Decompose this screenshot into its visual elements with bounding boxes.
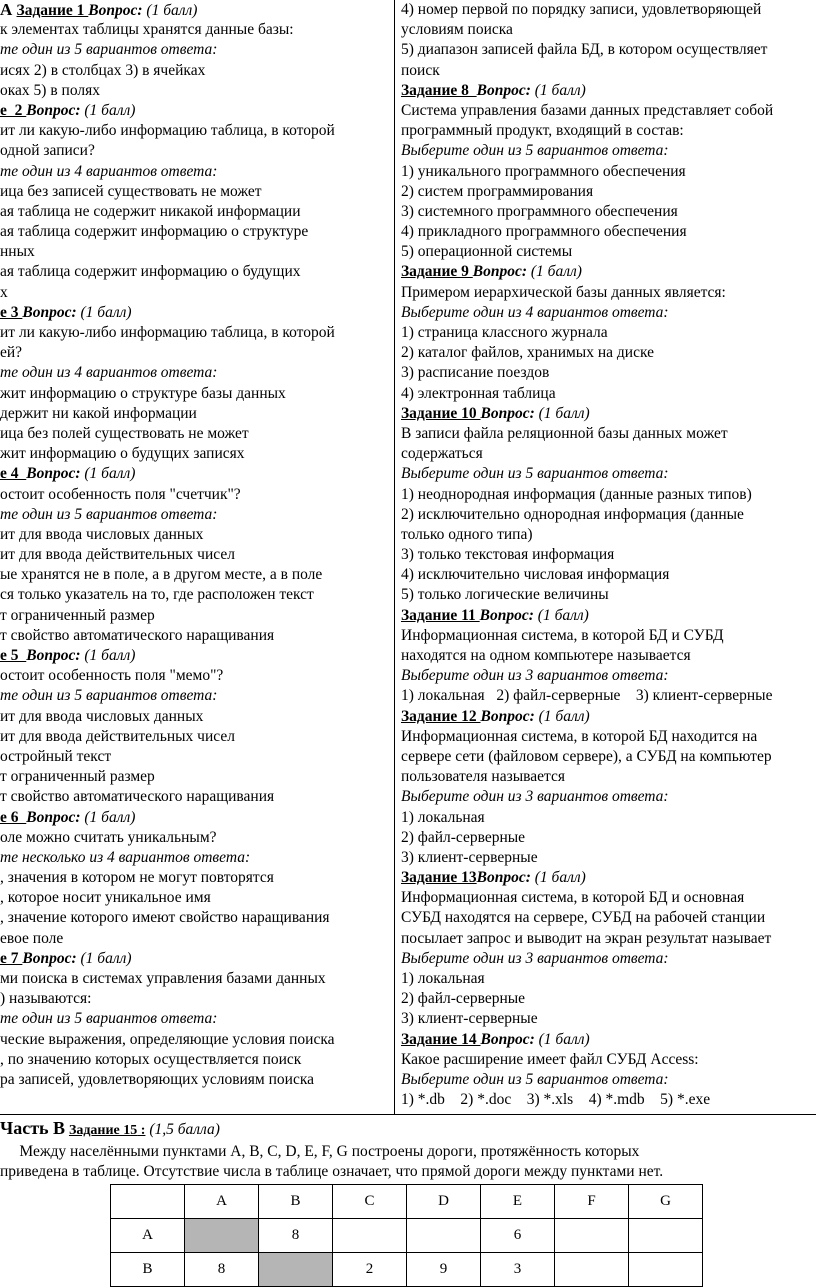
section-divider [0, 1114, 816, 1115]
text-line [0, 121, 392, 141]
text-line [401, 323, 816, 343]
distance-cell: 6 [481, 1219, 555, 1253]
text-segment: е 7 [0, 949, 23, 967]
text-line [401, 929, 816, 949]
distance-cell: 2 [333, 1253, 407, 1287]
text-line [0, 464, 392, 484]
text-segment: (1 балл) [80, 101, 136, 119]
text-segment: сервере сети (файловом сервере), а СУБД на компьютер [401, 747, 772, 765]
text-segment: (1 балл) [534, 1030, 590, 1048]
text-line [401, 0, 816, 20]
text-segment: ) называются: [0, 990, 92, 1008]
text-segment: Какое расширение имеет файл СУБД Access: [401, 1050, 699, 1068]
text-line [401, 525, 816, 545]
text-line [0, 40, 392, 60]
table-row [111, 1253, 703, 1287]
text-segment: остоит особенность поля "счетчик"? [0, 485, 241, 503]
text-segment: Вопрос: [476, 869, 531, 887]
text-segment: (1 балл) [76, 949, 132, 967]
text-line [0, 1009, 392, 1029]
text-line [0, 707, 392, 727]
text-segment: 1) локальная [401, 970, 485, 987]
text-segment: 1) страница классного журнала [401, 324, 608, 341]
text-segment: (1 балл) [142, 2, 198, 19]
text-line [0, 969, 392, 989]
text-segment: жит информацию о будущих записях [0, 445, 245, 463]
text-segment: Задание 11 [401, 606, 480, 624]
text-segment: евое поле [0, 929, 64, 947]
text-line [0, 646, 392, 666]
text-line [0, 323, 392, 343]
text-segment: Задание 13 [401, 869, 477, 887]
text-segment: Информационная система, в которой БД находится на [401, 727, 758, 745]
text-line [0, 202, 392, 222]
task-15-label: Задание 15 [68, 1123, 138, 1138]
text-segment: только одного типа) [401, 525, 533, 543]
text-segment: Система управления базами данных представляет собой [401, 101, 774, 119]
text-line [401, 828, 816, 848]
distance-cell: 8 [259, 1219, 333, 1253]
text-line [0, 989, 392, 1009]
text-segment: Вопрос: [26, 465, 81, 483]
text-line [0, 848, 392, 868]
text-segment: 3) системного программного обеспечения [401, 202, 678, 220]
text-segment: 2) каталог файлов, хранимых на диске [401, 344, 654, 362]
text-segment: ческие выражения, определяющие условия поиска [0, 1030, 335, 1048]
text-line [401, 505, 816, 525]
text-line [401, 20, 816, 40]
text-line [401, 626, 816, 646]
task-15-suffix: : [137, 1123, 146, 1138]
text-segment: те несколько из 4 вариантов ответа: [0, 848, 251, 866]
text-line [0, 727, 392, 747]
text-segment: содержаться [401, 445, 483, 463]
text-line [401, 808, 816, 828]
text-line [0, 283, 392, 303]
text-line [0, 141, 392, 161]
text-segment: (1 балл) [80, 647, 136, 664]
text-line [0, 545, 392, 565]
text-line [401, 202, 816, 222]
text-line [401, 121, 816, 141]
text-line [0, 1070, 392, 1090]
text-segment: Выберите один из 3 вариантов ответа: [401, 667, 669, 685]
text-segment: (1 балл) [80, 465, 136, 483]
text-segment: (1 балл) [80, 808, 136, 826]
text-segment: 5) только логические величины [401, 586, 609, 604]
text-segment: Выберите один из 3 вариантов ответа: [401, 788, 669, 806]
text-line [401, 707, 816, 727]
text-segment: ит для ввода действительных чисел [0, 727, 235, 745]
text-line [401, 1009, 816, 1029]
text-segment: (1 балл) [534, 707, 590, 725]
text-segment: , значение которого имеют свойство наращивания [0, 909, 330, 927]
text-line [401, 343, 816, 363]
text-segment: (1 балл) [527, 263, 582, 281]
distance-cell [259, 1253, 333, 1287]
text-line [401, 787, 816, 807]
text-line [401, 908, 816, 928]
text-segment: т ограниченный размер [0, 768, 155, 786]
text-line [401, 727, 816, 747]
distance-cell [629, 1219, 703, 1253]
text-line [0, 525, 392, 545]
distance-cell [629, 1253, 703, 1287]
text-line [401, 424, 816, 444]
text-line [0, 303, 392, 323]
text-segment: , значения в котором не могут повторятся [0, 869, 274, 887]
text-line [0, 101, 392, 121]
table-row [111, 1219, 703, 1253]
text-segment: Информационная система, в которой БД и основная [401, 889, 745, 907]
text-segment: те один из 5 вариантов ответа: [0, 687, 218, 705]
text-segment: те один из 5 вариантов ответа: [0, 505, 218, 523]
text-line [401, 666, 816, 686]
text-segment: Вопрос: [26, 808, 81, 826]
text-segment: (1 балл) [534, 404, 590, 422]
text-line [0, 606, 392, 626]
part-b-heading [0, 1118, 816, 1142]
text-line [401, 686, 816, 706]
text-segment: Задание 12 [401, 707, 481, 725]
text-segment: Вопрос: [472, 263, 528, 281]
text-line [401, 606, 816, 626]
distance-cell: 8 [185, 1253, 259, 1287]
text-line [401, 444, 816, 464]
text-segment: те один из 5 вариантов ответа: [0, 1010, 218, 1028]
text-segment: ит для ввода действительных чисел [0, 546, 235, 564]
text-segment: Выберите один из 5 вариантов ответа: [401, 142, 669, 160]
text-segment: 2) файл-серверные [401, 828, 526, 846]
header-cell: E [481, 1185, 555, 1219]
text-line [401, 162, 816, 182]
text-segment: 5) диапазон записей файла БД, в котором осуществляет [401, 41, 768, 59]
text-segment: те один из 4 вариантов ответа: [0, 364, 218, 382]
text-segment: ая таблица не содержит никакой информации [0, 202, 301, 220]
text-line [0, 61, 392, 81]
text-segment: ые хранятся не в поле, а в другом месте, а в поле [0, 566, 323, 584]
text-segment: 1) уникального программного обеспечения [401, 162, 686, 180]
text-segment: программный продукт, входящий в состав: [401, 122, 684, 140]
distance-cell [185, 1219, 259, 1253]
text-segment: Примером иерархической базы данных является: [401, 283, 726, 301]
text-line [0, 424, 392, 444]
part-b-title: Часть В [0, 1118, 66, 1138]
text-segment: ся только указатель на то, где расположен текст [0, 586, 314, 604]
row-label-cell: B [111, 1253, 185, 1287]
text-segment: остоит особенность поля "мемо"? [0, 667, 224, 685]
text-line [0, 929, 392, 949]
header-cell: F [555, 1185, 629, 1219]
text-segment: В записи файла реляционной базы данных может [401, 424, 728, 442]
text-segment: 3) клиент-серверные [401, 1010, 538, 1028]
text-line [401, 485, 816, 505]
text-segment: т свойство автоматического наращивания [0, 788, 275, 806]
text-line [0, 485, 392, 505]
distance-cell [333, 1219, 407, 1253]
text-line [401, 868, 816, 888]
text-segment: ица без полей существовать не может [0, 424, 249, 442]
text-segment: ми поиска в системах управления базами данных [0, 970, 326, 987]
text-segment: х [0, 283, 8, 301]
text-line [401, 303, 816, 323]
text-line [0, 242, 392, 262]
text-segment: остройный текст [0, 747, 112, 765]
text-segment: (1 балл) [76, 303, 132, 321]
text-segment: 4) номер первой по порядку записи, удовлетворяющей [401, 1, 762, 18]
text-line [0, 666, 392, 686]
text-segment: ица без записей существовать не может [0, 182, 262, 200]
text-segment: Вопрос: [22, 949, 77, 967]
text-line [0, 787, 392, 807]
text-line [401, 283, 816, 303]
text-line [401, 101, 816, 121]
text-segment: жит информацию о структуре базы данных [0, 384, 286, 402]
text-segment: поиск [401, 61, 440, 79]
text-segment: 4) исключительно числовая информация [401, 566, 670, 584]
text-segment: Выберите один из 3 вариантов ответа: [401, 949, 669, 967]
text-line [0, 828, 392, 848]
text-segment: 2) систем программирования [401, 182, 594, 200]
text-segment: , которое носит уникальное имя [0, 889, 211, 907]
text-line [0, 363, 392, 383]
text-line [401, 747, 816, 767]
text-segment: е 2 [0, 101, 27, 119]
text-line [0, 1030, 392, 1050]
right-column [401, 0, 816, 1110]
text-segment: Задание 1 [16, 2, 89, 19]
text-line [401, 81, 816, 101]
text-line [0, 162, 392, 182]
text-segment: Вопрос: [26, 101, 81, 119]
text-line [0, 1050, 392, 1070]
text-line [401, 848, 816, 868]
text-segment: ит ли какую-либо информацию таблица, в которой [0, 122, 335, 140]
text-line [0, 444, 392, 464]
text-line [0, 384, 392, 404]
text-line [0, 222, 392, 242]
text-line [401, 989, 816, 1009]
text-line [0, 808, 392, 828]
text-segment: (1 балл) [530, 869, 586, 887]
text-segment: ит для ввода числовых данных [0, 707, 204, 725]
text-segment: оле можно считать уникальным? [0, 828, 217, 846]
text-segment: Задание 9 [401, 263, 473, 281]
text-segment: ра записей, удовлетворяющих условиям поиска [0, 1070, 315, 1088]
text-line [401, 888, 816, 908]
text-segment: Выберите один из 5 вариантов ответа: [401, 465, 669, 483]
text-segment: 2) исключительно однородная информация (данные [401, 505, 744, 523]
text-segment: Вопрос: [480, 404, 535, 422]
text-segment: оках 5) в полях [0, 81, 100, 99]
text-segment: 3) клиент-серверные [401, 848, 538, 866]
text-segment: СУБД находятся на сервере, СУБД на рабочей станции [401, 909, 766, 927]
text-segment: 1) неоднородная информация (данные разных типов) [401, 485, 752, 503]
text-segment: А [0, 0, 17, 19]
text-segment: 2) файл-серверные [401, 990, 526, 1008]
text-segment: ей? [0, 344, 23, 362]
header-cell: G [629, 1185, 703, 1219]
text-segment: держит ни какой информации [0, 404, 197, 422]
text-segment: 3) расписание поездов [401, 364, 550, 382]
text-segment: Вопрос: [26, 647, 81, 664]
text-segment: Выберите один из 5 вариантов ответа: [401, 1070, 669, 1088]
text-segment: Вопрос: [476, 81, 531, 99]
text-segment: Вопрос: [480, 707, 535, 725]
text-segment: находятся на одном компьютере называется [401, 647, 691, 664]
text-line [0, 565, 392, 585]
text-segment: одной записи? [0, 142, 95, 160]
text-segment: те один из 4 вариантов ответа: [0, 162, 218, 180]
text-segment: к элементах таблицы хранятся данные базы: [0, 21, 294, 39]
text-line [401, 949, 816, 969]
text-segment: Вопрос: [88, 2, 143, 19]
header-cell: D [407, 1185, 481, 1219]
text-line [401, 1030, 816, 1050]
text-segment: 5) операционной системы [401, 243, 573, 261]
text-line [401, 61, 816, 81]
text-segment: 1) локальная [401, 808, 485, 826]
text-line [401, 404, 816, 424]
text-segment: Вопрос: [479, 606, 534, 624]
text-line [401, 585, 816, 605]
distance-cell: 9 [407, 1253, 481, 1287]
text-segment: е 3 [0, 303, 23, 321]
text-segment: ая таблица содержит информацию о структуре [0, 223, 309, 241]
text-line [0, 949, 392, 969]
text-segment: Задание 8 [401, 81, 477, 99]
text-line [0, 686, 392, 706]
text-segment: (1 балл) [530, 81, 586, 99]
text-segment: исях 2) в столбцах 3) в ячейках [0, 61, 206, 79]
text-segment: т ограниченный размер [0, 606, 155, 624]
text-line [401, 1050, 816, 1070]
text-line [0, 505, 392, 525]
text-segment: т свойство автоматического наращивания [0, 626, 275, 644]
header-cell: B [259, 1185, 333, 1219]
text-line [0, 81, 392, 101]
text-line [0, 343, 392, 363]
header-cell: A [185, 1185, 259, 1219]
text-segment: е 5 [0, 647, 27, 664]
text-line [0, 404, 392, 424]
text-line [401, 545, 816, 565]
left-column [0, 0, 392, 1090]
text-line [401, 222, 816, 242]
table-header-row [111, 1185, 703, 1219]
text-segment: ит для ввода числовых данных [0, 525, 204, 543]
text-segment: нных [0, 243, 35, 261]
text-line [401, 464, 816, 484]
part-b-section [0, 1118, 816, 1183]
column-divider [394, 0, 395, 1114]
text-segment: , по значению которых осуществляется поиск [0, 1050, 302, 1068]
text-line [0, 0, 392, 20]
part-b-paragraph-1: Между населёнными пунктами A, B, C, D, E, F, G построены дороги, протяжённость которых [0, 1142, 640, 1160]
text-line [401, 969, 816, 989]
text-line [401, 363, 816, 383]
text-segment: е 6 [0, 808, 27, 826]
text-segment: Задание 14 [401, 1030, 481, 1048]
text-line [401, 1090, 816, 1110]
text-segment: 1) *.db 2) *.doc 3) *.xls 4) *.mdb 5) *.exe [401, 1091, 711, 1109]
text-line [401, 1070, 816, 1090]
text-segment: ит ли какую-либо информацию таблица, в которой [0, 324, 335, 341]
text-segment: те один из 5 вариантов ответа: [0, 41, 218, 59]
text-line [0, 908, 392, 928]
text-line [401, 40, 816, 60]
text-line [0, 262, 392, 282]
distance-cell [555, 1219, 629, 1253]
text-line [401, 384, 816, 404]
text-segment: Информационная система, в которой БД и СУБД [401, 626, 724, 644]
text-line [0, 868, 392, 888]
text-segment: Выберите один из 4 вариантов ответа: [401, 303, 669, 321]
text-line [0, 20, 392, 40]
text-segment: посылает запрос и выводит на экран результат называет [401, 929, 772, 947]
text-segment: е 4 [0, 465, 27, 483]
distance-cell: 3 [481, 1253, 555, 1287]
part-b-paragraph-2: приведена в таблице. Отсутствие числа в таблице означает, что прямой дороги между пунктами нет. [0, 1163, 664, 1180]
text-segment: 4) электронная таблица [401, 384, 556, 402]
text-line [401, 767, 816, 787]
text-line [401, 565, 816, 585]
text-segment: 4) прикладного программного обеспечения [401, 223, 687, 241]
text-line [401, 141, 816, 161]
text-segment: пользователя называется [401, 768, 565, 786]
text-segment: Задание 10 [401, 404, 481, 422]
text-line [0, 767, 392, 787]
header-cell: C [333, 1185, 407, 1219]
task-15-points: (1,5 балла) [145, 1121, 220, 1138]
text-line [0, 626, 392, 646]
row-label-cell: A [111, 1219, 185, 1253]
distance-table [110, 1184, 703, 1287]
text-line [0, 747, 392, 767]
distance-cell [555, 1253, 629, 1287]
text-segment: Вопрос: [480, 1030, 535, 1048]
text-line [0, 888, 392, 908]
text-line [0, 585, 392, 605]
text-line [0, 182, 392, 202]
text-line [401, 646, 816, 666]
text-line [401, 242, 816, 262]
text-segment: 3) только текстовая информация [401, 546, 615, 564]
text-segment: Вопрос: [22, 303, 77, 321]
text-line [401, 262, 816, 282]
text-segment: (1 балл) [533, 606, 589, 624]
distance-cell [407, 1219, 481, 1253]
text-line [401, 182, 816, 202]
header-cell [111, 1185, 185, 1219]
text-segment: 1) локальная 2) файл-серверные 3) клиент-серверные [401, 687, 773, 705]
text-segment: условиям поиска [401, 21, 513, 39]
text-segment: ая таблица содержит информацию о будущих [0, 263, 301, 281]
